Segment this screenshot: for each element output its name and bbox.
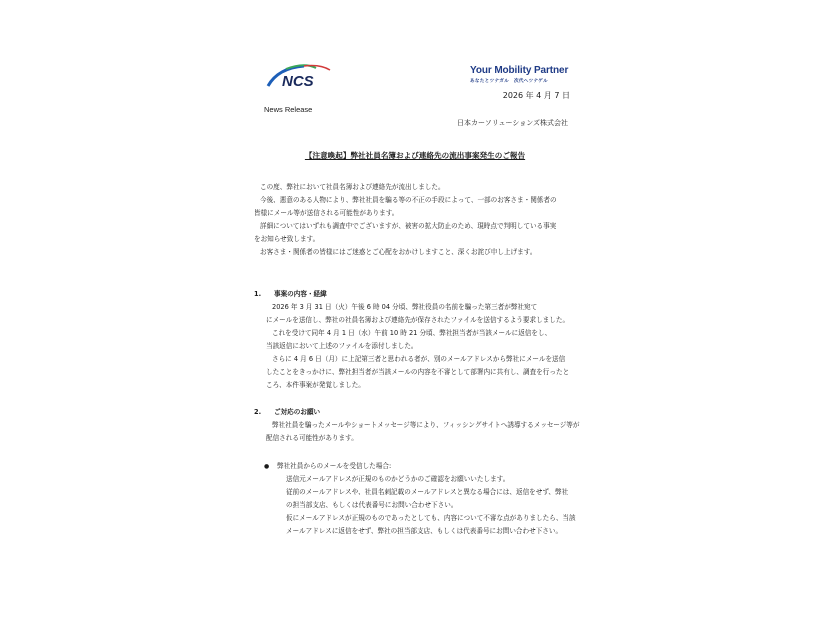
release-date: 2026 年 4 月 7 日 bbox=[502, 91, 570, 100]
bullet-icon: ● bbox=[264, 463, 270, 470]
bullet-line: 従前のメールアドレスや、社員名刺記載のメールアドレスと異なる場合には、返信をせず、弊社 bbox=[286, 488, 569, 496]
document-title-text: 【注意喚起】弊社社員名簿および連絡先の流出事案発生のご報告 bbox=[304, 151, 526, 160]
section-heading bbox=[254, 406, 570, 419]
bullet-line: メールアドレスに返信をせず、弊社の担当部支店、もしくは代表番号にお問い合わせ下さい。 bbox=[286, 527, 563, 535]
ncs-logo-icon bbox=[264, 62, 332, 88]
document-title bbox=[250, 150, 580, 161]
section-heading-text: 事案の内容・経緯 bbox=[274, 290, 327, 298]
section-incident-details bbox=[254, 288, 570, 392]
section-heading bbox=[254, 288, 570, 301]
bullet-block bbox=[254, 460, 576, 538]
section-line: 弊社社員を騙ったメールやショートメッセージ等により、フィッシングサイトへ誘導するメッセージ等が bbox=[272, 421, 580, 429]
section-requests bbox=[254, 406, 580, 445]
intro-line: お客さま・関係者の皆様にはご迷惑とご心配をおかけしますこと、深くお詫び申し上げます。 bbox=[260, 248, 537, 256]
bullet-item bbox=[254, 460, 570, 473]
section-heading-text: ご対応のお願い bbox=[274, 408, 321, 416]
section-line: 当該返信において上述のファイルを添付しました。 bbox=[266, 342, 418, 350]
tagline-block bbox=[470, 65, 568, 85]
news-release-label: News Release bbox=[264, 105, 313, 114]
section-line: さらに 4 月 6 日（月）に上記第三者と思われる者が、別のメールアドレスから弊社にメールを送信 bbox=[272, 355, 566, 363]
section-line: したことをきっかけに、弊社担当者が当該メールの内容を不審として部署内に共有し、調査を行ったと bbox=[266, 368, 570, 376]
bullet-label: 弊社社員からのメールを受信した場合: bbox=[277, 462, 392, 470]
ncs-logo bbox=[264, 62, 332, 88]
bullet-line: の担当部支店、もしくは代表番号にお問い合わせ下さい。 bbox=[286, 501, 458, 509]
intro-line: 皆様にメール等が送信される可能性があります。 bbox=[254, 209, 399, 217]
section-line: にメールを送信し、弊社の社員名簿および連絡先が保存されたファイルを送信するよう要求しました。 bbox=[266, 316, 570, 324]
intro-line: をお知らせ致します。 bbox=[254, 235, 320, 243]
section-line: これを受けて同年 4 月 1 日（水）午前 10 時 21 分頃、弊社担当者が当該メールに返信をし、 bbox=[272, 329, 552, 337]
section-number: 2. bbox=[254, 408, 262, 416]
intro-section bbox=[254, 181, 570, 259]
intro-line: この度、弊社において社員名簿および連絡先が流出しました。 bbox=[260, 183, 445, 191]
bullet-line: 仮にメールアドレスが正規のものであったとしても、内容について不審な点がありましたら、当該 bbox=[286, 514, 576, 522]
intro-line: 今後、悪意のある人物により、弊社社員を騙る等の不正の手段によって、一部のお客さま・関係者の bbox=[260, 196, 557, 204]
section-number: 1. bbox=[254, 290, 262, 298]
company-name: 日本カーソリューションズ株式会社 bbox=[456, 119, 568, 127]
tagline-english: Your Mobility Partner bbox=[470, 65, 569, 76]
intro-line: 詳細についてはいずれも調査中でございますが、被害の拡大防止のため、現時点で判明している事実 bbox=[260, 222, 557, 230]
tagline-japanese: あなたとツナガル 次代へツナゲル bbox=[470, 79, 548, 84]
section-line: ころ、本件事案が発覚しました。 bbox=[266, 381, 365, 389]
bullet-line: 送信元メールアドレスが正規のものかどうかのご確認をお願いいたします。 bbox=[286, 475, 510, 483]
svg-text:NCS: NCS bbox=[282, 73, 314, 88]
section-line: 2026 年 3 月 31 日（火）午後 6 時 04 分頃、弊社役員の名前を騙った第三者が弊社宛て bbox=[272, 303, 538, 311]
section-line: 配信される可能性があります。 bbox=[266, 434, 358, 442]
